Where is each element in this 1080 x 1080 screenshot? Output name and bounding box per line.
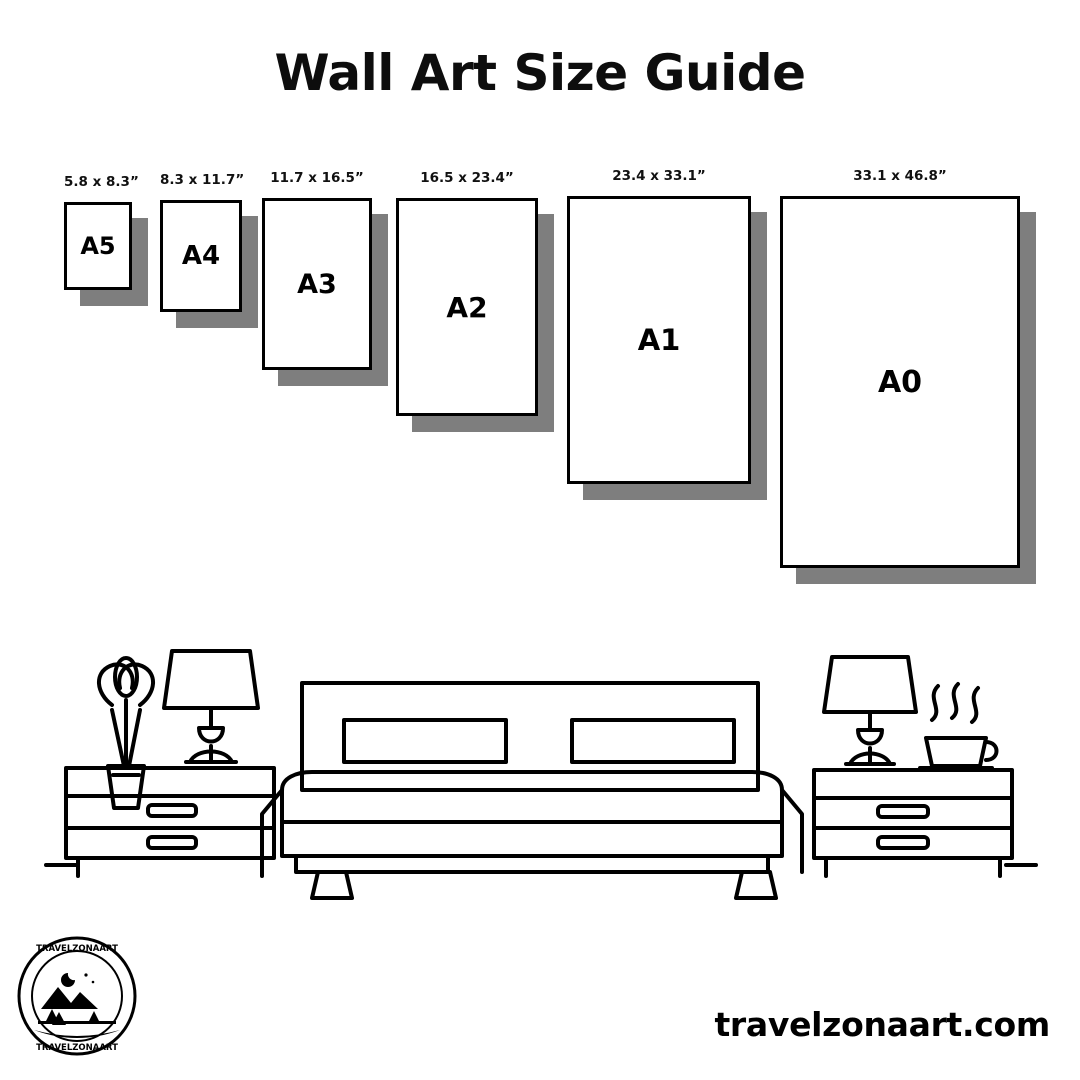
website-url: travelzonaart.com <box>714 1005 1050 1044</box>
frame-dimension-label: 16.5 x 23.4” <box>420 170 514 186</box>
bed-icon <box>262 683 802 898</box>
frame-size-label: A0 <box>877 364 923 400</box>
frame-dimension-label: 5.8 x 8.3” <box>64 174 139 190</box>
frame-size-label: A3 <box>297 268 337 300</box>
bedroom-svg <box>0 560 1080 910</box>
frame-a0[interactable] <box>780 166 1044 584</box>
frame-dimension-label: 8.3 x 11.7” <box>160 172 245 188</box>
frame-dimension-label: 23.4 x 33.1” <box>612 168 706 184</box>
frame-a5[interactable] <box>64 172 156 306</box>
frame-size-label: A1 <box>637 323 681 357</box>
frame-a4[interactable] <box>160 170 266 328</box>
frame-box[interactable] <box>64 202 132 290</box>
brand-logo-bottom-text: TRAVELZONAART <box>36 1043 118 1053</box>
frame-a1[interactable] <box>567 166 775 500</box>
frame-size-label: A2 <box>446 290 488 324</box>
coffee-cup-icon <box>920 684 997 768</box>
right-nightstand-icon <box>814 770 1012 876</box>
right-table-lamp-icon <box>824 657 916 764</box>
page-title: Wall Art Size Guide <box>274 44 806 102</box>
brand-logo <box>16 935 138 1057</box>
frame-dimension-label: 33.1 x 46.8” <box>853 168 947 184</box>
frame-size-label: A4 <box>181 241 221 271</box>
frame-box[interactable] <box>262 198 372 370</box>
vase-with-plant-icon <box>99 658 153 808</box>
bedroom-illustration <box>0 560 1080 910</box>
brand-logo-top-text: TRAVELZONAART <box>36 944 118 954</box>
frame-box[interactable] <box>160 200 242 312</box>
left-table-lamp-icon <box>164 651 258 762</box>
frame-size-label: A5 <box>80 232 116 260</box>
brand-logo-svg <box>16 935 138 1057</box>
frame-box[interactable] <box>396 198 538 416</box>
frame-a2[interactable] <box>396 168 562 432</box>
frame-box[interactable] <box>780 196 1020 568</box>
frame-a3[interactable] <box>262 168 396 386</box>
left-nightstand-icon <box>66 768 274 876</box>
frame-box[interactable] <box>567 196 751 484</box>
frame-dimension-label: 11.7 x 16.5” <box>270 170 364 186</box>
